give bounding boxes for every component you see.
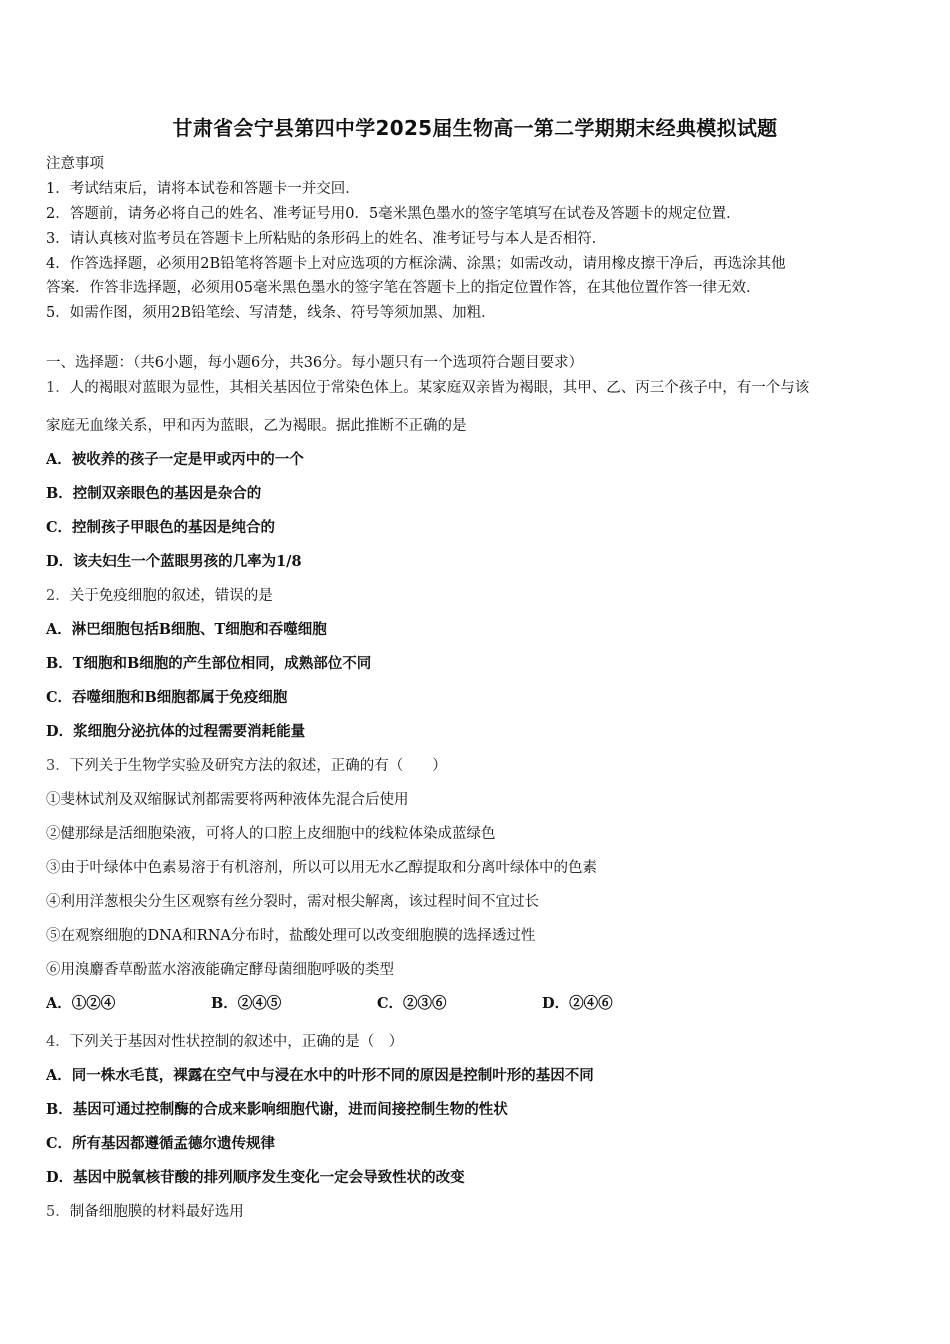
q3-statement: ②健那绿是活细胞染液，可将人的口腔上皮细胞中的线粒体染成蓝绿色 <box>46 826 496 842</box>
q1-option-d[interactable]: D．该夫妇生一个蓝眼男孩的几率为1/8 <box>46 553 302 570</box>
question-1-stem-cont: 家庭无血缘关系，甲和丙为蓝眼，乙为褐眼。据此推断不正确的是 <box>46 418 467 434</box>
question-2-stem <box>46 584 273 605</box>
q4-option-b[interactable]: B．基因可通过控制酶的合成来影响细胞代谢，进而间接控制生物的性状 <box>46 1101 508 1118</box>
question-text: 下列关于基因对性状控制的叙述中，正确的是（ ） <box>69 1034 404 1050</box>
question-1-stem <box>46 376 809 397</box>
q4-option-d[interactable]: D．基因中脱氧核苷酸的排列顺序发生变化一定会导致性状的改变 <box>46 1169 465 1186</box>
q4-option-c[interactable]: C．所有基因都遵循孟德尔遗传规律 <box>46 1135 276 1152</box>
question-text: 人的褐眼对蓝眼为显性，其相关基因位于常染色体上。某家庭双亲皆为褐眼，其甲、乙、丙三个孩子中，有一个与该 <box>69 380 810 396</box>
notice-item: 2．答题前，请务必将自己的姓名、准考证号用0．5毫米黑色墨水的签字笔填写在试卷及答题卡的规定位置． <box>46 206 741 222</box>
q2-option-d[interactable]: D．浆细胞分泌抗体的过程需要消耗能量 <box>46 723 306 740</box>
q4-option-a[interactable]: A．同一株水毛茛，裸露在空气中与浸在水中的叶形不同的原因是控制叶形的基因不同 <box>46 1067 594 1084</box>
q3-statement: ⑥用溴麝香草酚蓝水溶液能确定酵母菌细胞呼吸的类型 <box>46 962 394 978</box>
section-heading: 一、选择题：（共6小题，每小题6分，共36分。每小题只有一个选项符合题目要求） <box>46 355 584 371</box>
notice-item: 5．如需作图，须用2B铅笔绘、写清楚，线条、符号等须加黑、加粗． <box>46 305 496 321</box>
q1-option-a[interactable]: A．被收养的孩子一定是甲或丙中的一个 <box>46 451 304 468</box>
q3-option-a[interactable]: A．①②④ <box>46 995 116 1012</box>
question-number: 4． <box>46 1034 70 1050</box>
q3-option-b[interactable]: B．②④⑤ <box>211 995 282 1012</box>
q3-statement: ④利用洋葱根尖分生区观察有丝分裂时，需对根尖解离，该过程时间不宜过长 <box>46 894 539 910</box>
q1-option-c[interactable]: C．控制孩子甲眼色的基因是纯合的 <box>46 519 276 536</box>
question-5-stem <box>46 1200 244 1221</box>
question-number: 2． <box>46 588 70 604</box>
q3-statement: ③由于叶绿体中色素易溶于有机溶剂，所以可以用无水乙醇提取和分离叶绿体中的色素 <box>46 860 597 876</box>
question-text: 制备细胞膜的材料最好选用 <box>69 1204 244 1220</box>
notice-item: 答案．作答非选择题，必须用05毫米黑色墨水的签字笔在答题卡上的指定位置作答，在其他位置作答一律无效． <box>46 280 761 296</box>
q3-option-c[interactable]: C．②③⑥ <box>377 995 447 1012</box>
question-number: 3． <box>46 758 70 774</box>
question-3-stem <box>46 754 447 775</box>
question-text: 下列关于生物学实验及研究方法的叙述，正确的有（ ） <box>69 758 447 774</box>
page-title: 甘肃省会宁县第四中学2025届生物高一第二学期期末经典模拟试题 <box>172 116 778 140</box>
question-4-stem <box>46 1030 403 1051</box>
q2-option-c[interactable]: C．吞噬细胞和B细胞都属于免疫细胞 <box>46 689 288 706</box>
notice-heading: 注意事项 <box>46 156 104 172</box>
notice-item: 3．请认真核对监考员在答题卡上所粘贴的条形码上的姓名、准考证号与本人是否相符． <box>46 231 607 247</box>
q3-option-d[interactable]: D．②④⑥ <box>542 995 613 1012</box>
q3-statement: ①斐林试剂及双缩脲试剂都需要将两种液体先混合后使用 <box>46 792 409 808</box>
q3-statement: ⑤在观察细胞的DNA和RNA分布时，盐酸处理可以改变细胞膜的选择透过性 <box>46 928 536 944</box>
question-number: 1． <box>46 380 70 396</box>
q2-option-a[interactable]: A．淋巴细胞包括B细胞、T细胞和吞噬细胞 <box>46 621 327 638</box>
q2-option-b[interactable]: B．T细胞和B细胞的产生部位相同，成熟部位不同 <box>46 655 372 672</box>
question-text: 关于免疫细胞的叙述，错误的是 <box>69 588 273 604</box>
question-number: 5． <box>46 1204 70 1220</box>
notice-item: 4．作答选择题，必须用2B铅笔将答题卡上对应选项的方框涂满、涂黑；如需改动，请用橡皮擦干净后，再选涂其他 <box>46 256 786 272</box>
q1-option-b[interactable]: B．控制双亲眼色的基因是杂合的 <box>46 485 262 502</box>
notice-item: 1．考试结束后，请将本试卷和答题卡一并交回． <box>46 181 360 197</box>
